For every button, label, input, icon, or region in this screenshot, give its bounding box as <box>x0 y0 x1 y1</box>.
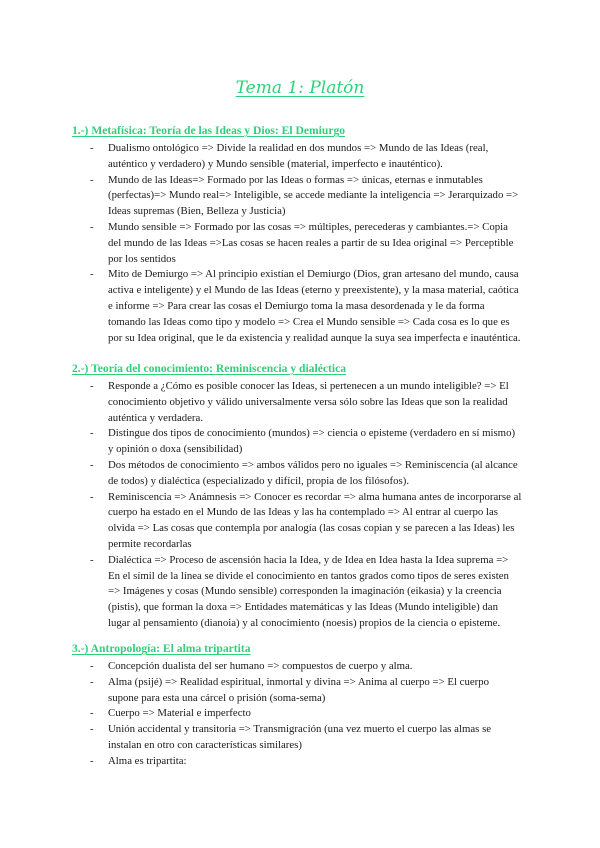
section-heading-metafisica: 1.-) Metafísica: Teoría de las Ideas y Dios: El Demiurgo <box>72 124 346 137</box>
list-item: - Distingue dos tipos de conocimiento (mundos) => ciencia o episteme (verdadero en sí mismo) y opinión o doxa (sensibilidad) <box>90 426 522 458</box>
list-item: - Alma es tripartita: <box>90 754 522 770</box>
section-list-conocimiento <box>90 379 522 632</box>
section-heading-antropologia: 3.-) Antropología: El alma tripartita <box>72 642 251 655</box>
list-item: - Mito de Demiurgo => Al principio existían el Demiurgo (Dios, gran artesano del mundo, causa activa e inteligente) y el Mundo de las Ideas (eterno y preexistente), y la masa material, caótica e informe => Para crear las cosas el Demiurgo toma la masa desordenada y le da forma tomando las Ideas como tipo y modelo => Crea el Mundo sensible => Cada cosa es lo que es por su Idea original, que le da existencia y realidad aunque la suya sea imperfecta e inauténtica. <box>90 267 522 346</box>
list-item: - Mundo sensible => Formado por las cosas => múltiples, perecederas y cambiantes.=> Copia del mundo de las Ideas =>Las cosas se hacen reales a partir de su Idea original => Perceptible por los sentidos <box>90 220 522 267</box>
list-item: - Dialéctica => Proceso de ascensión hacia la Idea, y de Idea en Idea hasta la Idea suprema => En el símil de la línea se divide el conocimiento en tantos grados como tipos de seres existen => Imágenes y cosas (Mundo sensible) corresponden la imaginación (eikasia) y la creencia (pistis), que forman la doxa => Entidades matemáticas y las Ideas (Mundo inteligible) dan lugar al pensamiento (dianoia) y al conocimiento (noesis) propios de la ciencia o episteme. <box>90 553 522 632</box>
list-item: - Dos métodos de conocimiento => ambos válidos pero no iguales => Reminiscencia (al alcance de todos) y dialéctica (especializado y difícil, propia de los filósofos). <box>90 458 522 490</box>
list-item: - Mundo de las Ideas=> Formado por las Ideas o formas => únicas, eternas e inmutables (perfectas)=> Mundo real=> Inteligible, se accede mediante la inteligencia => Jerarquizado => Ideas supremas (Bien, Belleza y Justicia) <box>90 173 522 220</box>
list-item: - Responde a ¿Cómo es posible conocer las Ideas, si pertenecen a un mundo inteligible? => El conocimiento objetivo y válido universalmente versa sólo sobre las Ideas que son la realidad auténtica y verdadera. <box>90 379 522 426</box>
list-item: - Unión accidental y transitoria => Transmigración (una vez muerto el cuerpo las almas se instalan en otro con características similares) <box>90 722 522 754</box>
list-item: - Concepción dualista del ser humano => compuestos de cuerpo y alma. <box>90 659 522 675</box>
list-item: - Alma (psijé) => Realidad espiritual, inmortal y divina => Anima al cuerpo => El cuerpo supone para esta una cárcel o prisión (soma-sema) <box>90 675 522 707</box>
page-title: Tema 1: Platón <box>235 78 365 98</box>
list-item: - Reminiscencia => Anámnesis => Conocer es recordar => alma humana antes de incorporarse al cuerpo ha estado en el Mundo de las Ideas y las ha contemplado => Al entrar al cuerpo las olvida => Las cosas que contempla por analogía (las cosas copian y se parecen a las Ideas) les permite recordarlas <box>90 490 522 553</box>
section-list-metafisica <box>90 141 522 346</box>
section-heading-conocimiento: 2.-) Teoría del conocimiento: Reminiscencia y dialéctica <box>72 362 347 375</box>
list-item: - Cuerpo => Material e imperfecto <box>90 706 522 722</box>
list-item: - Dualismo ontológico => Divide la realidad en dos mundos => Mundo de las Ideas (real, auténtico y verdadero) y Mundo sensible (material, imperfecto e inauténtico). <box>90 141 522 173</box>
section-list-antropologia <box>90 659 522 770</box>
